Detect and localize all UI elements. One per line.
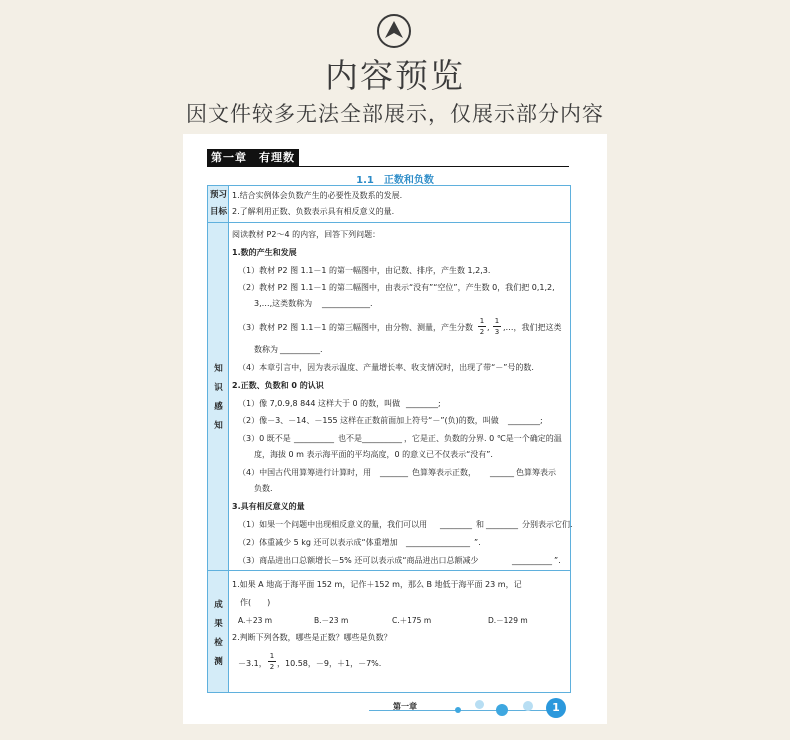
question-2-4-cont: 负数.	[254, 484, 273, 493]
heading-3: 3.具有相反意义的量	[232, 502, 305, 511]
results-question-1: 1.如果 A 地高于海平面 152 m，记作＋152 m，那么 B 地低于海平面 23 m，记	[232, 580, 522, 589]
results-question-1-cont: 作( )	[240, 598, 271, 607]
answer-blank[interactable]: ________	[440, 520, 472, 529]
footer-chapter: 第一章	[393, 702, 417, 711]
fraction-denominator: 2	[269, 663, 275, 671]
answer-blank[interactable]: __________.	[280, 345, 323, 354]
decor-dot	[523, 701, 533, 711]
question-2-3: （3）0 既不是	[238, 434, 291, 443]
fraction-denominator: 3	[494, 328, 500, 336]
answer-blank[interactable]: ________________	[406, 538, 470, 547]
knowledge-label-char: 识	[214, 383, 223, 393]
page-number-badge: 1	[546, 698, 566, 718]
number-list-start: －3.1，	[238, 659, 267, 668]
knowledge-label-char: 感	[214, 402, 223, 412]
knowledge-label-char: 知	[214, 364, 223, 374]
option-c[interactable]: C.＋175 m	[392, 616, 432, 625]
heading-1: 1.数的产生和发展	[232, 248, 297, 257]
chapter-tag: 第一章 有理数	[207, 149, 299, 166]
fraction-bar	[478, 326, 486, 327]
question-3-3-end: ”.	[554, 556, 561, 565]
question-3-1-end: 分别表示它们.	[522, 520, 573, 529]
question-1-2-cont: 3,…,这类数称为	[254, 299, 313, 308]
answer-blank[interactable]: ________;	[406, 399, 441, 408]
results-label-char: 成	[214, 600, 223, 610]
page-subtitle: 因文件较多无法全部展示，仅展示部分内容	[186, 102, 604, 126]
question-1-3: （3）教材 P2 图 1.1－1 的第三幅图中，由分物、测量，产生分数	[238, 323, 473, 332]
row-divider	[208, 222, 570, 223]
fraction-numerator: 1	[494, 317, 500, 325]
fraction-bar	[493, 326, 501, 327]
up-arrow-circle-icon[interactable]	[376, 13, 412, 49]
preview-goal: 1.结合实例体会负数产生的必要性及数系的发展.	[232, 191, 403, 200]
question-1-2: （2）教材 P2 图 1.1－1 的第二幅图中，由表示“没有”“空位”，产生数 0，我们把 0,1,2,	[238, 283, 555, 292]
answer-blank[interactable]: __________	[362, 434, 402, 443]
answer-blank[interactable]: ________	[486, 520, 518, 529]
question-2-3-mid: 也不是	[338, 434, 362, 443]
answer-blank[interactable]: ________;	[508, 416, 543, 425]
option-d[interactable]: D.－129 m	[488, 616, 528, 625]
lesson-table: 预习 目标 1.结合实例体会负数产生的必要性及数系的发展. 2.了解利用正数、负数表示具有相反意义的量. 知 识 感 知 阅读教材 P2～4 的内容，回答下列问题： 1.数的产生和发展 （1）教材 P2 图 1.1－1 的第一幅图中，由记数、排序，产生数 1,2,3. （2）教材 P2 图 1.1－1 的第二幅图中，由表示“没有”“空位”，产生数 0，我们把 0,1,2, 3,…,这类数称为 ____________. （3）教材 P2 图 1.1－1 的第三幅图中，由分物、测量，产生分数 1 2 , 1 3 ,…，我们把这类 数称为 __________. （4）本章引言中，因为表示温度、产量增长率、收支情况时，出现了带“－”号的数. 2.正数、负数和 0 的认识 （1）像 7,0.9,8 844 这样大于 0 的数，叫做 ________; （2）像－3、－14、－155 这样在正数前面加上符号“－”(负)的数，叫做 ________; （3）0 既不是 __________ 也不是 __________ ，它是正、负数的分界. 0 ℃是一个确定的温 度，海拔 0 m 表示海平面的平均高度，0 的意义已不仅表示“没有”. （4）中国古代用算筹进行计算时，用 _______ 色算筹表示正数， ______ 色算筹表示 负数. 3.具有相反意义的量 （1）如果一个问题中出现相反意义的量，我们可以用 ________ 和 ________ 分别表示它们. （2）体重减少 5 kg 还可以表示成“体重增加 ________________ ”. （3）商品进出口总额增长－5% 还可以表示成“商品进出口总额减少 __________ ”. 成 果 检 测 1.如果 A 地高于海平面 152 m，记作＋152 m，那么 B 地低于海平面 23 m，记 作( ) A.＋23 m B.－23 m C.＋175 m D.－129 m 2.判断下列各数，哪些是正数？哪些是负数？ －3.1， 1 2 ，10.58，－9，＋1，－7%.	[207, 185, 571, 693]
fraction-numerator: 1	[479, 317, 485, 325]
page-footer	[183, 696, 607, 724]
decor-dot	[475, 700, 484, 709]
preview-label-line: 目标	[209, 207, 227, 217]
results-label-char: 测	[214, 657, 223, 667]
preview-label-line: 预习	[209, 190, 227, 200]
question-1-3-cont: 数称为	[254, 345, 278, 354]
page-title: 内容预览	[325, 56, 465, 95]
decor-dot	[496, 704, 508, 716]
answer-blank[interactable]: _______	[380, 468, 408, 477]
option-a[interactable]: A.＋23 m	[238, 616, 273, 625]
fraction-bar	[268, 661, 276, 662]
row-divider	[208, 570, 570, 571]
answer-blank[interactable]: ______	[490, 468, 514, 477]
option-b[interactable]: B.－23 m	[314, 616, 349, 625]
preview-goal: 2.了解利用正数、负数表示具有相反意义的量.	[232, 207, 395, 216]
answer-blank[interactable]: ____________.	[322, 299, 373, 308]
question-1-4: （4）本章引言中，因为表示温度、产量增长率、收支情况时，出现了带“－”号的数.	[238, 363, 534, 372]
answer-blank[interactable]: __________	[294, 434, 334, 443]
question-3-1: （1）如果一个问题中出现相反意义的量，我们可以用	[238, 520, 428, 529]
question-2-3-end: ，它是正、负数的分界. 0 ℃是一个确定的温	[404, 434, 562, 443]
knowledge-label-char: 知	[214, 421, 223, 431]
question-2-4-end: 色算筹表示	[516, 468, 556, 477]
results-label-char: 果	[214, 619, 223, 629]
question-3-3: （3）商品进出口总额增长－5% 还可以表示成“商品进出口总额减少	[238, 556, 479, 565]
question-2-1: （1）像 7,0.9,8 844 这样大于 0 的数，叫做	[238, 399, 401, 408]
section-title: 1.1 正数和负数	[356, 175, 434, 186]
decor-dot	[455, 707, 461, 713]
fraction-numerator: 1	[269, 652, 275, 660]
answer-blank[interactable]: __________	[512, 556, 552, 565]
question-3-2-end: ”.	[474, 538, 481, 547]
question-3-1-mid: 和	[476, 520, 484, 529]
question-2-4-mid: 色算筹表示正数，	[412, 468, 476, 477]
question-2-2: （2）像－3、－14、－155 这样在正数前面加上符号“－”(负)的数，叫做	[238, 416, 499, 425]
fraction-denominator: 2	[479, 328, 485, 336]
results-label-char: 检	[214, 638, 223, 648]
question-1-3-end: ,…，我们把这类	[503, 323, 562, 332]
question-3-2: （2）体重减少 5 kg 还可以表示成“体重增加	[238, 538, 398, 547]
question-2-3-cont: 度，海拔 0 m 表示海平面的平均高度，0 的意义已不仅表示“没有”.	[254, 450, 493, 459]
question-1-1: （1）教材 P2 图 1.1－1 的第一幅图中，由记数、排序，产生数 1,2,3.	[238, 266, 491, 275]
reading-intro: 阅读教材 P2～4 的内容，回答下列问题：	[232, 230, 381, 239]
results-question-2: 2.判断下列各数，哪些是正数？哪些是负数？	[232, 633, 392, 642]
question-2-4: （4）中国古代用算筹进行计算时，用	[238, 468, 372, 477]
heading-2: 2.正数、负数和 0 的认识	[232, 381, 324, 390]
number-list-end: ，10.58，－9，＋1，－7%.	[277, 659, 382, 668]
chapter-rule	[207, 166, 569, 167]
document-preview	[183, 134, 607, 724]
